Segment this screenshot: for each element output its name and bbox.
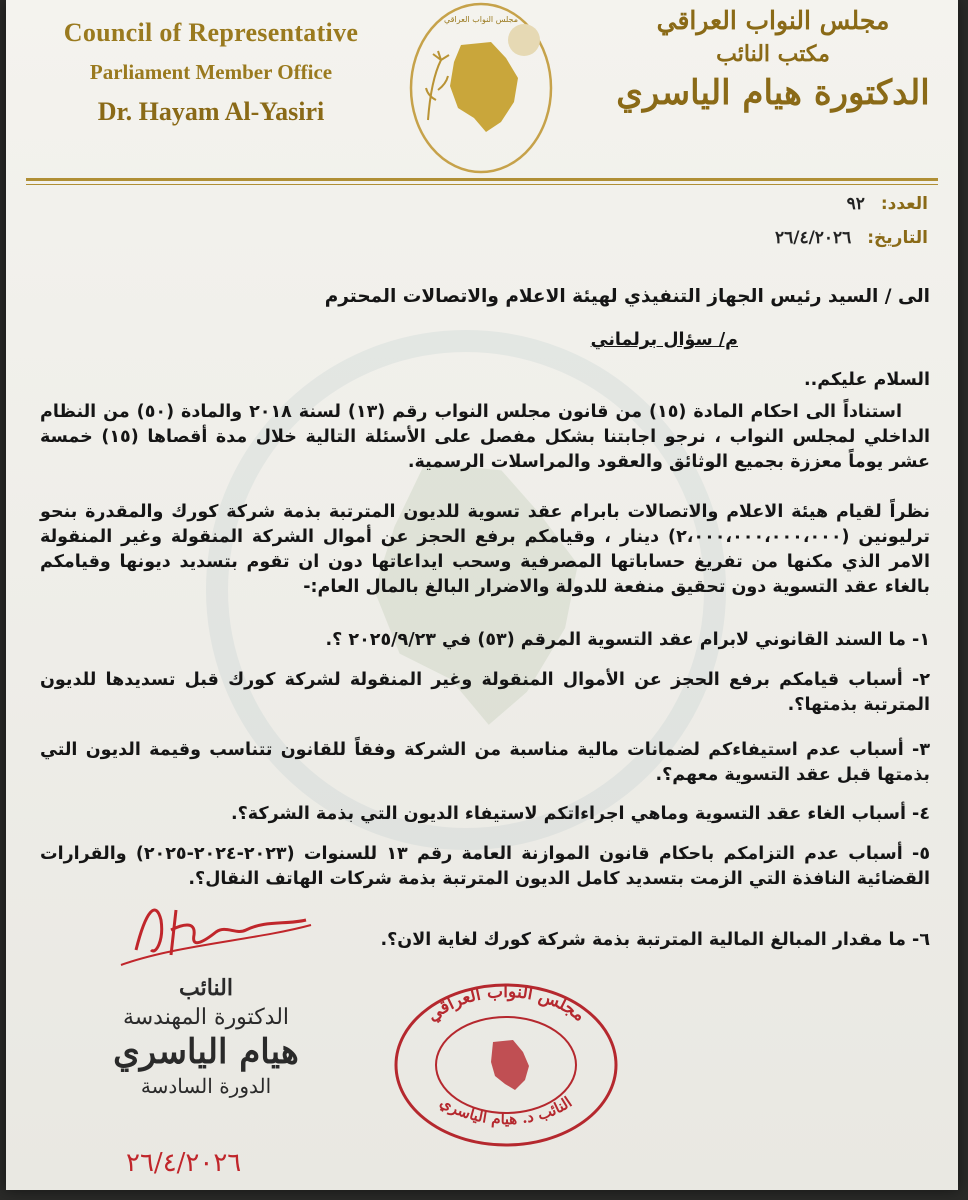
recipient: الى / السيد رئيس الجهاز التنفيذي لهيئة الاعلام والاتصالات المحترم [324,286,930,307]
letter-number [847,194,928,214]
svg-text:مجلس النواب العراقي [423,982,589,1026]
emblem-text: مجلس النواب العراقي [444,15,518,24]
header-arabic [608,6,938,113]
subject-text: م/ سؤال برلماني [590,330,738,350]
question-5: ٥- أسباب عدم التزامكم باحكام قانون الموازنة العامة رقم ١٣ للسنوات (٢٠٢٣-٢٠٢٤-٢٠٢٥) والقرارات القضائية النافذة التي الزمت بتسديد كامل الديون المترتبة بذمة شركات الهاتف النقال؟. [40,844,930,889]
handwritten-signature [116,890,316,970]
question-1: ١- ما السند القانوني لابرام عقد التسوية المرقم (٥٣) في ٢٠٢٥/٩/٢٣ ؟. [325,630,930,650]
header-divider-thin [26,184,938,185]
parliament-emblem-icon [406,0,556,175]
subject [591,328,738,353]
question-2: ٢- أسباب قيامكم برفع الحجز عن الأموال المنقولة وغير المنقولة لشركة كورك قبل تسديدها للديون المترتبة بذمتها؟. [40,670,930,715]
header-divider [26,178,938,181]
number-label: العدد: [880,194,928,214]
header-ar-council: مجلس النواب العراقي [656,6,890,35]
stamp-inner-text: النائب د. هيام الياسري [436,1092,576,1129]
signature-block [66,975,346,1098]
paragraph-intro: استناداً الى احكام المادة (١٥) من قانون مجلس النواب رقم (١٣) لسنة ٢٠١٨ والمادة (٥٠) من النظام الداخلي لمجلس النواب ، نرجو اجابتنا بشكل مفصل على الأسئلة التالية خلال مدة أقصاها (١٥) خمسة عشر يوماً معززة بجميع الوثائق والعقود والمراسلات الرسمية. [40,402,931,472]
greeting: السلام عليكم.. [803,370,930,390]
question-6: ٦- ما مقدار المبالغ المالية المترتبة بذمة شركة كورك لغاية الان؟. [380,930,930,950]
letter-date [775,228,928,248]
number-value: ٩٢ [846,194,865,214]
header-en-council: Council of Representative [63,18,359,47]
header-en-member-name: Dr. Hayam Al-Yasiri [97,97,325,126]
date-value: ٢٦/٤/٢٠٢٦ [774,228,852,248]
letter-page [6,0,958,1190]
header-english [46,18,376,127]
signer-title: النائب [179,975,233,1001]
handwritten-date: ٢٦/٤/٢٠٢٦ [126,1148,242,1178]
header-ar-member-name: الدكتورة هيام الياسري [616,73,930,113]
header-en-office: Parliament Member Office [89,60,333,84]
header-ar-office: مكتب النائب [716,41,830,67]
question-4: ٤- أسباب الغاء عقد التسوية وماهي اجراءاتكم لاستيفاء الديون التي بذمة الشركة؟. [230,804,930,824]
official-stamp [391,980,621,1150]
question-3: ٣- أسباب عدم استيفاءكم لضمانات مالية مناسبة من الشركة وفقاً للقانون تتناسب وقيمة الديون التي بذمتها قبل عقد التسوية معهم؟. [40,740,930,785]
paragraph-context: نظراً لقيام هيئة الاعلام والاتصالات بابرام عقد تسوية للديون المترتبة بذمة شركة كورك والمقدرة بنحو ترليونين (٢،٠٠٠،٠٠٠،٠٠٠،٠٠٠) دينار ، وقيامكم برفع الحجز عن أموال الشركة المنقولة وغير المنقولة الامر الذي مكنها من تفريغ حساباتها المصرفية وسحب ايداعاتها دون ان تقوم بتسديد ديونها وقيامكم بالغاء عقد التسوية دون تحقيق منفعة للدولة والاضرار البالغ بالمال العام:- [40,502,931,597]
date-label: التاريخ: [867,228,928,248]
signer-name: هيام الياسري [113,1032,299,1072]
signer-role: الدكتورة المهندسة [122,1005,290,1030]
signer-term: الدورة السادسة [140,1074,272,1098]
stamp-outer-text: مجلس النواب العراقي [423,981,589,1026]
